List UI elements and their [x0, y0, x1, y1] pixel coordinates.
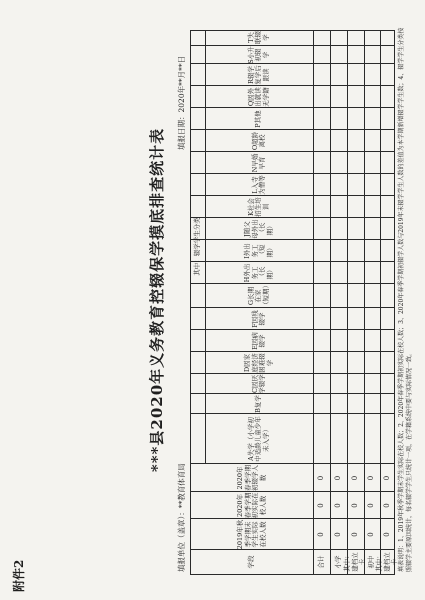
header-H: H外出务工（长期） — [243, 263, 274, 283]
header-I: I外出务工（短期） — [243, 243, 274, 259]
header-J: J随父母外出（长期） — [243, 219, 274, 239]
header-L: L入寺为僧等 — [250, 175, 266, 195]
statistics-table — [190, 30, 399, 575]
header-P: P其他 — [254, 110, 263, 128]
total-c3: 0 — [316, 475, 325, 481]
header-B: B复学 — [254, 395, 263, 413]
header-T: T失联辍学 — [246, 31, 270, 44]
header-E: E因病辍学 — [250, 332, 266, 350]
header-D: D因家庭经济困难辍学 — [243, 353, 274, 373]
header-Q: Q因外出就读无学籍 — [246, 87, 270, 107]
notes: 填表说明：1、2019年秋季学期末学生实际在校人数；2、2020年春季学期初实际在校人数；3、2020年春季学期初辍学人数与2019年末辍学学生人数的差值为本学期新增辍学学生数；4、辍学学生分类按照辍学主要原因统计，每名辍学学生只统计一项，在学籍系统中要与实际情况一致。 — [398, 27, 413, 572]
header-F: F因残辍学 — [250, 310, 266, 328]
page-title: ***县2020年义务教育控辍保学摸底排查统计表 — [148, 127, 166, 473]
header-R: R辍学复学后跟读 — [246, 65, 270, 85]
primary-poor-c3: 0 — [350, 475, 359, 481]
unit-line: 填报单位（盖章）：**教育体育局 — [177, 463, 186, 572]
junior-poor-c3: 0 — [382, 475, 391, 481]
junior-poor-c2: 0 — [382, 503, 391, 508]
junior-c1: 0 — [367, 532, 376, 537]
total-c1: 0 — [316, 532, 325, 537]
header-K: K社会招生培训 — [246, 197, 270, 217]
row-label-junior-poor: 其中：建档立卡 — [375, 552, 399, 572]
date-line: 填报日期：2020年**月**日 — [177, 55, 186, 150]
primary-c2: 0 — [333, 503, 342, 508]
junior-c2: 0 — [367, 503, 376, 508]
header-spring-enrollment: 2020年春季学期初实际在校人数 — [236, 492, 267, 519]
header-stage: 学段 — [247, 555, 256, 569]
attachment-label: 附件2 — [12, 559, 26, 592]
junior-poor-c1: 0 — [382, 532, 391, 537]
header-C: C因厌学辍学 — [250, 374, 266, 394]
header-N: N早婚早育 — [250, 153, 266, 173]
primary-poor-c2: 0 — [350, 503, 359, 508]
header-S: S小升初辍学 — [246, 46, 270, 64]
row-label-primary: 小学 — [333, 555, 342, 569]
header-dropout-group: 其中：辍学学生分类 — [193, 217, 202, 276]
header-O: O超龄离校 — [250, 131, 266, 151]
total-c2: 0 — [316, 503, 325, 508]
primary-c1: 0 — [333, 532, 342, 537]
header-fall-enrollment: 2019年秋季学期末学生实际在校人数 — [236, 519, 267, 550]
junior-c3: 0 — [367, 475, 376, 481]
primary-poor-c1: 0 — [350, 532, 359, 537]
row-label-total: 合计 — [316, 555, 325, 569]
header-G: G长期在家（短期） — [246, 282, 270, 308]
header-A: A失学（小学初中适龄儿童少年未入学） — [246, 416, 270, 462]
primary-c3: 0 — [333, 475, 342, 481]
header-dropout-count: 2020年春季学期初辍学人数 — [236, 465, 267, 491]
row-label-junior: 初中 — [367, 555, 376, 569]
row-label-primary-poor: 其中：建档立卡 — [343, 552, 367, 572]
